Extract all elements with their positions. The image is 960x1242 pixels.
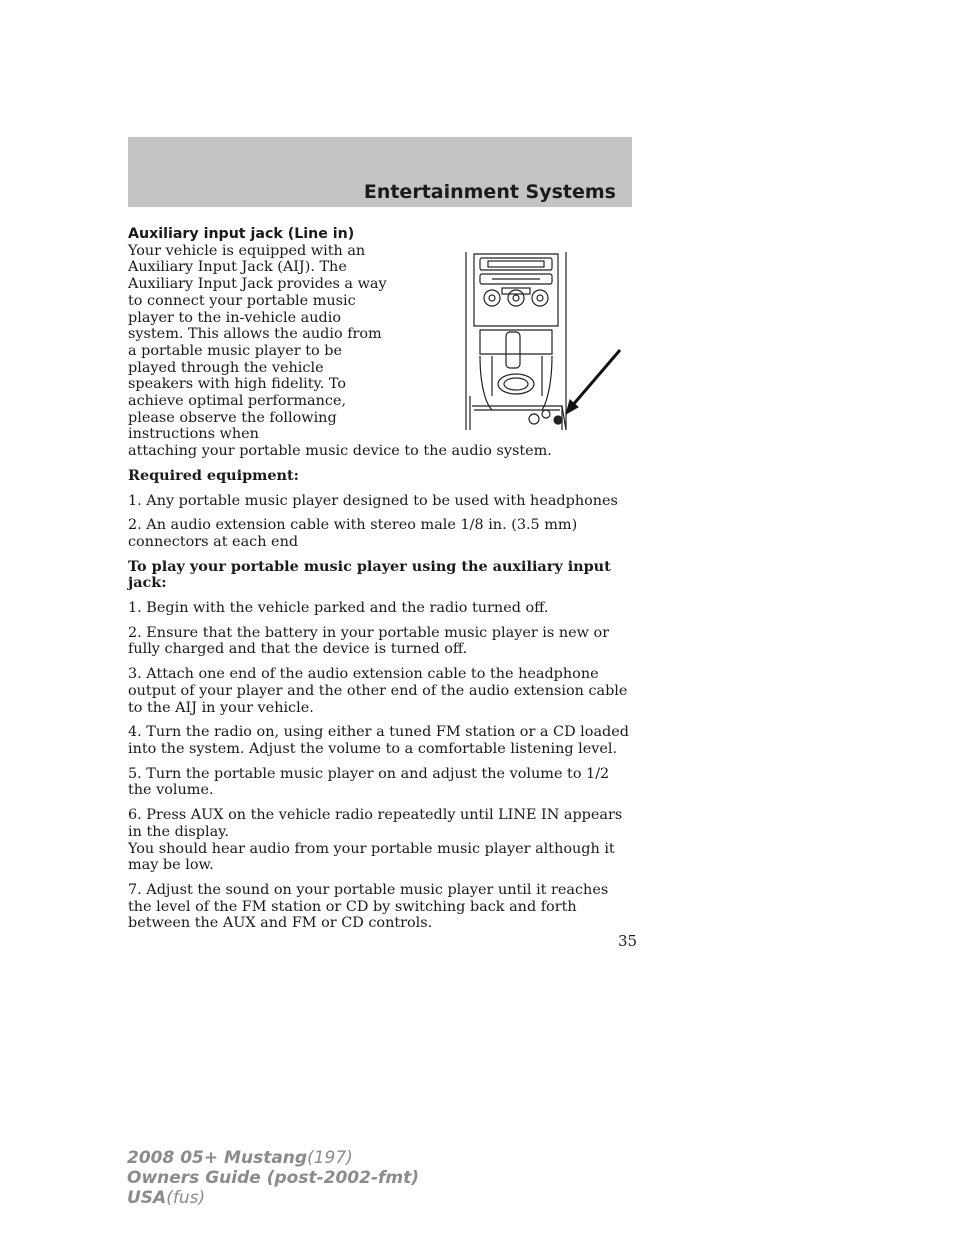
step-2: 2. Ensure that the battery in your portable music player is new or fully charged and that the device is turned off. xyxy=(128,624,610,658)
page-content xyxy=(128,226,634,932)
intro-paragraph-continued: attaching your portable music device to the audio system. xyxy=(128,443,552,460)
section-title: Entertainment Systems xyxy=(363,181,616,203)
footer-line-2 xyxy=(127,1168,419,1188)
required-item: 1. Any portable music player designed to be used with headphones xyxy=(128,492,618,509)
step-5: 5. Turn the portable music player on and adjust the volume to 1/2 the volume. xyxy=(128,765,610,799)
step-7: 7. Adjust the sound on your portable music player until it reaches the level of the FM station or CD by switching back and forth between the AUX and FM or CD controls. xyxy=(128,881,609,932)
section-heading: Auxiliary input jack (Line in) xyxy=(128,226,355,242)
step-1: 1. Begin with the vehicle parked and the radio turned off. xyxy=(128,600,549,617)
header-band xyxy=(128,137,632,207)
intro-paragraph: Your vehicle is equipped with an Auxiliary Input Jack (AIJ). The Auxiliary Input Jack provides a way to connect your portable music player to the in-vehicle audio system. This allows the audio from a portable music player to be played through the vehicle speakers with high fidelity. To achieve optimal performance, please observe the following instructions when xyxy=(128,242,387,443)
footer-market: USA xyxy=(127,1188,167,1208)
footer-market-code: (fus) xyxy=(166,1188,206,1208)
required-heading: Required equipment: xyxy=(128,466,299,484)
footer xyxy=(127,1148,419,1208)
footer-guide: Owners Guide (post-2002-fmt) xyxy=(127,1168,420,1188)
step-6-note: You should hear audio from your portable music player although it may be low. xyxy=(128,840,615,874)
play-heading: To play your portable music player using the auxiliary input jack: xyxy=(128,557,611,592)
step-6: 6. Press AUX on the vehicle radio repeatedly until LINE IN appears in the display. xyxy=(128,807,623,840)
footer-line-1 xyxy=(127,1148,419,1168)
step-3: 3. Attach one end of the audio extension cable to the headphone output of your player and the other end of the audio extension cable to the AIJ in your vehicle. xyxy=(128,666,628,716)
step-4: 4. Turn the radio on, using either a tuned FM station or a CD loaded into the system. Adjust the volume to a comfortable listening level. xyxy=(128,724,629,757)
console-illustration xyxy=(462,246,716,436)
required-item: 2. An audio extension cable with stereo male 1/8 in. (3.5 mm) connectors at each end xyxy=(128,517,578,550)
footer-model: 2008 05+ Mustang xyxy=(127,1148,308,1168)
footer-line-3 xyxy=(127,1188,419,1208)
page-number: 35 xyxy=(618,932,638,950)
footer-code: (197) xyxy=(307,1148,353,1168)
